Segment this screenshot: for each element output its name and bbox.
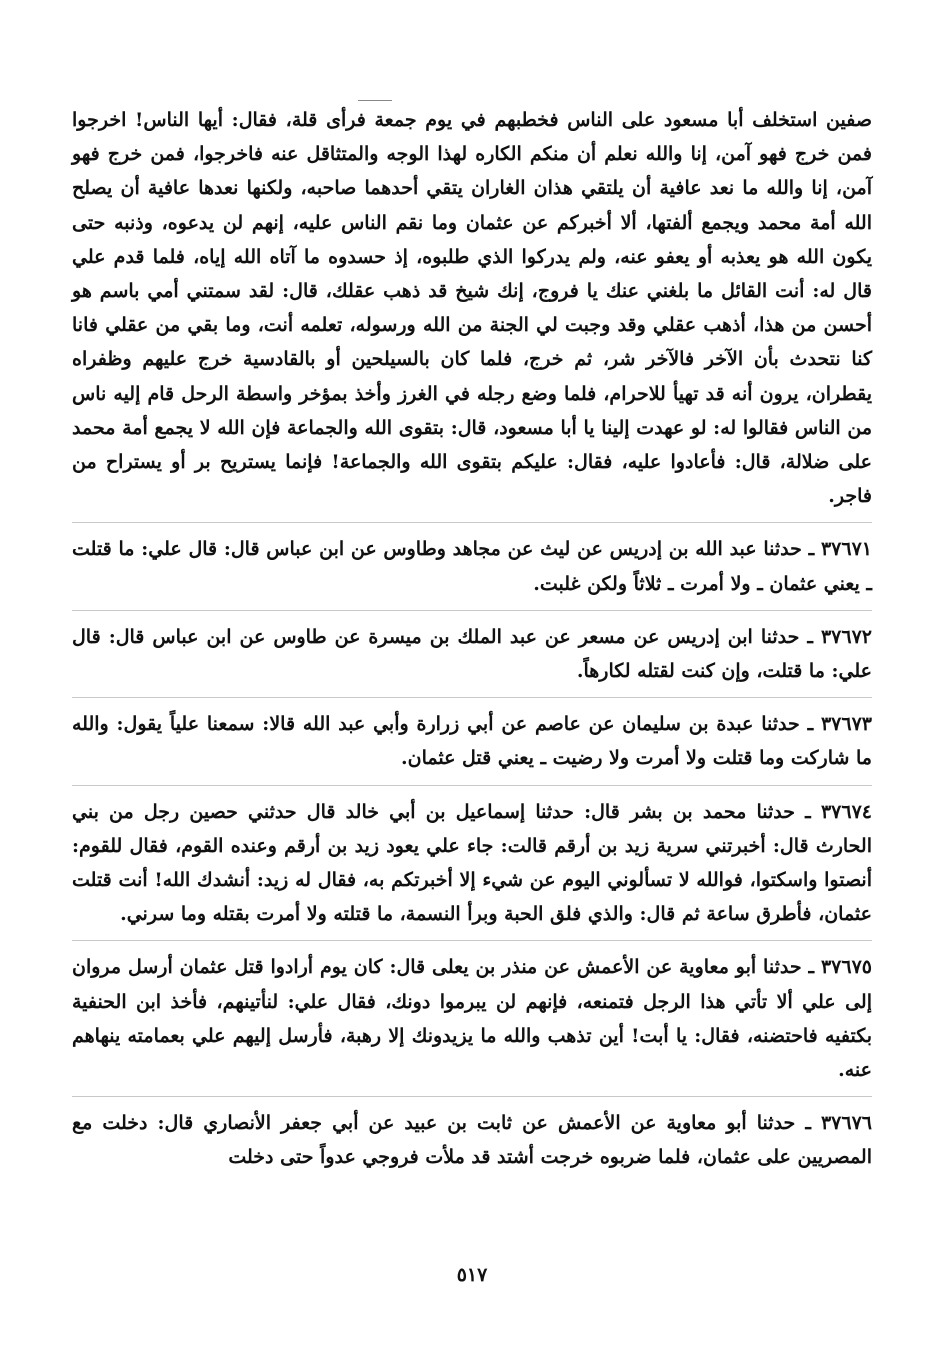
hadith-number: ٣٧٦٧١ [820, 538, 872, 561]
hadith-text: ـ حدثنا ابن إدريس عن مسعر عن عبد الملك بن ميسرة عن طاوس عن ابن عباس قال: قال علي: ما قتلت، وإن كنت لقتله لكارهاً. [72, 625, 872, 683]
top-rule [358, 100, 392, 101]
divider [72, 940, 872, 941]
hadith-number: ٣٧٦٧٣ [820, 713, 872, 736]
hadith-37673 [72, 707, 872, 775]
hadith-text: ـ حدثنا عبد الله بن إدريس عن ليث عن مجاهد وطاوس عن ابن عباس قال: قال علي: ما قتلت ـ يعني عثمان ـ ولا أمرت ـ ثلاثاً ولكن غلبت. [72, 538, 872, 595]
divider [72, 522, 872, 523]
continued-paragraph: صفين استخلف أبا مسعود على الناس فخطبهم في يوم جمعة فرأى قلة، فقال: أيها الناس! اخرجوا فمن خرج فهو آمن، إنا والله نعلم أن منكم الكاره لهذا الوجه والمتثاقل عنه فاخرجوا، فمن خرج فهو آمن، إنا والله ما نعد عافية أن يلتقي هذان الغاران يتقي أحدهما صاحبه، ولكنها نعدها عافية أن يصلح الله أمة محمد ويجمع ألفتها، ألا أخبركم عن عثمان وما نقم الناس عليه، إنهم لن يدعوه، وذنبه حتى يكون الله هو يعذبه أو يعفو عنه، ولم يدركوا الذي طلبوه، إذ حسدوه ما آتاه الله إياه، فلما قدم علي قال له: أنت القائل ما بلغني عنك يا فروج، إنك شيخ قد ذهب عقلك، قال: لقد سمتني أمي باسم هو أحسن من هذا، أذهب عقلي وقد وجبت لي الجنة من الله ورسوله، تعلمه أنت، وما بقي من عقلي فانا كنا نتحدث بأن الآخر فالآخر شر، ثم خرج، فلما كان بالسيلحين أو بالقادسية خرج عليهم وظفراه يقطران، يرون أنه قد تهيأ للاحرام، فلما وضع رجله في الغرز وأخذ بمؤخر واسطة الرحل قام إليه ناس من الناس فقالوا له: لو عهدت إلينا يا أبا مسعود، قال: بتقوى الله والجماعة فإن الله لا يجمع أمة محمد على ضلالة، قال: فأعادوا عليه، فقال: عليكم بتقوى الله والجماعة! فإنما يستريح بر أو يستراح من فاجر. [72, 109, 872, 508]
hadith-37672 [72, 620, 872, 688]
hadith-37671 [72, 532, 872, 600]
page-number: ٥١٧ [456, 1264, 488, 1286]
hadith-number: ٣٧٦٧٥ [820, 956, 872, 979]
divider [72, 697, 872, 698]
divider [72, 610, 872, 611]
hadith-text: ـ حدثنا أبو معاوية عن الأعمش عن منذر بن يعلى قال: كان يوم أرادوا قتل عثمان أرسل مروان إلى علي ألا تأتي هذا الرجل فتمنعه، فإنهم لن يبرموا دونك، فقال علي: لنأتينهم، فأخذ ابن الحنفية بكتفيه فاحتضنه، فقال: يا أبت! أين تذهب والله ما يزيدونك إلا رهبة، فأرسل إليهم علي بعمامته ينهاهم عنه. [72, 956, 872, 1082]
hadith-37676 [72, 1106, 872, 1174]
divider [72, 785, 872, 786]
hadith-text: ـ حدثنا أبو معاوية عن الأعمش عن ثابت بن عبيد عن أبي جعفر الأنصاري قال: دخلت مع المصريين على عثمان، فلما ضربوه خرجت أشتد قد ملأت فروجي عدواً حتى دخلت [72, 1112, 872, 1169]
hadith-number: ٣٧٦٧٤ [820, 800, 872, 823]
divider [72, 1096, 872, 1097]
hadith-37674 [72, 795, 872, 932]
hadith-text: ـ حدثنا محمد بن بشر قال: حدثنا إسماعيل بن أبي خالد قال حدثني حصين رجل من بني الحارث قال: أخبرتني سرية زيد بن أرقم قالت: جاء علي يعود زيد بن أرقم وعنده القوم، فقال للقوم: أنصتوا واسكتوا، فوالله لا تسألوني اليوم عن شيء إلا أخبرتكم به، فقال له زيد: أنشدك الله! أنت قتلت عثمان، فأطرق ساعة ثم قال: والذي فلق الحبة وبرأ النسمة، ما قتلته ولا أمرت بقتله وما سرني. [72, 800, 872, 926]
hadith-37675 [72, 950, 872, 1087]
hadith-text: ـ حدثنا عبدة بن سليمان عن عاصم عن أبي زرارة وأبي عبد الله قالا: سمعنا علياً يقول: والله ما شاركت وما قتلت ولا أمرت ولا رضيت ـ يعني قتل عثمان. [72, 713, 872, 770]
hadith-number: ٣٧٦٧٦ [820, 1112, 872, 1135]
hadith-number: ٣٧٦٧٢ [820, 625, 872, 648]
